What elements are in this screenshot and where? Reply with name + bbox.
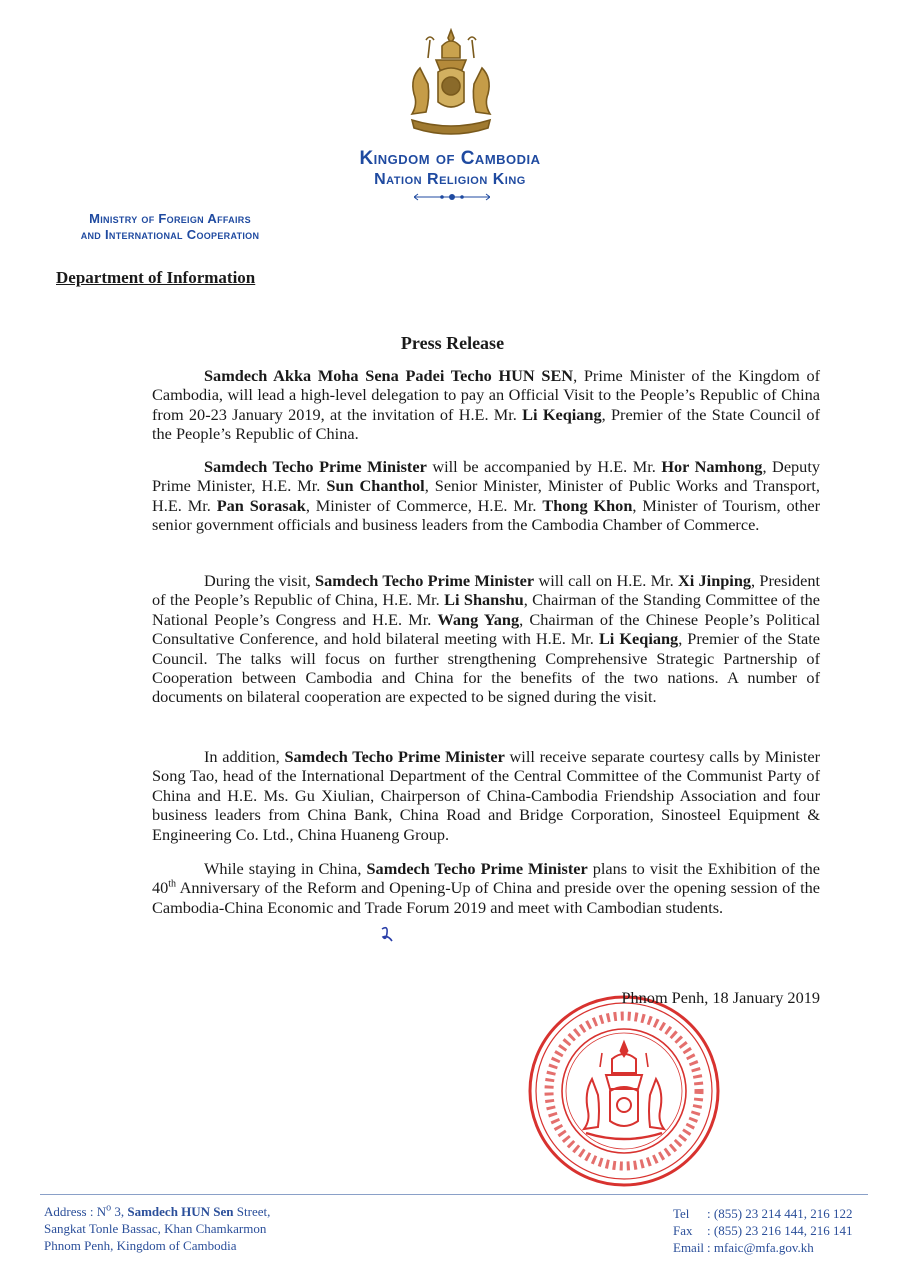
text: Anniversary of the Reform and Opening-Up of China and preside over the opening session of the Cambodia-China Economic and Trade Forum 2019 and meet with Cambodian students. — [152, 878, 820, 917]
tel-value: : (855) 23 214 441, 216 122 — [707, 1206, 853, 1221]
press-release-title: Press Release — [400, 333, 505, 353]
bold-name: Samdech Techo Prime Minister — [366, 859, 588, 878]
text: , Deputy Prime Minister, H.E. Mr. — [152, 457, 820, 496]
royal-coat-of-arms-icon — [392, 28, 510, 140]
text: plans to visit the Exhibition of the 40 — [152, 859, 821, 898]
superscript: th — [168, 878, 177, 890]
street-name: Samdech HUN Sen — [127, 1204, 234, 1219]
kingdom-motto: Nation Religion King — [374, 171, 526, 188]
text: While staying in China, — [204, 859, 367, 878]
paragraph-1 — [152, 366, 820, 444]
text: , Chairman of the Chinese People’s Political Consultative Conference, and hold bilateral meeting with H.E. Mr. — [152, 609, 821, 649]
superscript: o — [106, 1202, 112, 1214]
paragraph-3 — [152, 571, 820, 707]
tel-row — [673, 1205, 853, 1222]
ornament-divider-icon — [414, 192, 490, 202]
kingdom-title: Kingdom of Cambodia — [359, 148, 541, 169]
footer-address — [44, 1203, 270, 1254]
address-number: 3, — [111, 1204, 128, 1219]
fax-row — [673, 1222, 853, 1239]
text: , Chairman of the Standing Committee of the National People’s Congress and H.E. Mr. — [152, 590, 820, 629]
bold-name: Li Shanshu — [444, 590, 524, 610]
text: , President of the People’s Republic of China, H.E. Mr. — [152, 571, 820, 610]
text: During the visit, — [204, 571, 316, 590]
initial-mark-icon — [380, 925, 394, 943]
fax-value: : (855) 23 216 144, 216 141 — [707, 1223, 853, 1238]
bold-name: Xi Jinping — [677, 571, 752, 590]
fax-label: Fax — [673, 1223, 693, 1238]
bold-name: Li Keqiang — [522, 404, 602, 424]
address-line-3: Phnom Penh, Kingdom of Cambodia — [44, 1238, 237, 1253]
address-label: Address : N — [44, 1204, 107, 1219]
address-line-1 — [44, 1203, 270, 1220]
paragraph-4 — [152, 747, 820, 844]
text: will receive separate courtesy calls by Minister Song Tao, head of the International Department of the Central Committee of the Communist Party of China and H.E. Ms. Gu Xiulian, Chairperson of China-Cambodia Friendship Association and four business leaders from China Bank, China Road and Bridge Corporation, Sinosteel Equipment & Engineering Co. Ltd., China Huaneng Group. — [152, 747, 820, 844]
paragraph-5 — [152, 859, 820, 917]
text: will be accompanied by H.E. Mr. — [426, 457, 662, 476]
bold-name: Thong Khon — [542, 495, 633, 515]
address-suffix: Street, — [233, 1204, 271, 1219]
text: In addition, — [204, 747, 285, 766]
email-row — [673, 1239, 853, 1256]
text: , Minister of Tourism, other senior government officials and business leaders from the Cambodia Chamber of Commerce. — [152, 495, 820, 535]
bold-name: Wang Yang — [437, 609, 520, 629]
bold-name: Pan Sorasak — [216, 495, 306, 515]
bold-name: Hor Namhong — [661, 457, 763, 476]
text: will call on H.E. Mr. — [534, 571, 678, 590]
ministry-name-continued: and International Cooperation — [80, 227, 260, 242]
text: , Minister of Commerce, H.E. Mr. — [305, 495, 543, 515]
bold-name: Samdech Techo Prime Minister — [204, 457, 427, 476]
paragraph-2 — [152, 457, 820, 535]
text: , Prime Minister of the Kingdom of Cambodia, will lead a high-level delegation to pay an Official Visit to the People’s Republic of China from 20-23 January 2019, at the invitation of H.E. Mr. — [152, 366, 821, 424]
place-and-date: Phnom Penh, 18 January 2019 — [621, 988, 820, 1007]
official-ministry-seal-icon — [526, 993, 722, 1189]
address-line-2: Sangkat Tonle Bassac, Khan Chamkarmon — [44, 1221, 267, 1236]
footer-contacts — [673, 1205, 853, 1256]
email-label: Email — [673, 1240, 705, 1255]
footer-divider — [40, 1194, 868, 1195]
email-value: : mfaic@mfa.gov.kh — [707, 1240, 814, 1255]
bold-name: Sun Chanthol — [326, 476, 425, 496]
text: , Premier of the State Council. The talks will focus on further strengthening Comprehensive Strategic Partnership of Cooperation between Cambodia and China for the benefits of the two nations. A number of documents on bilateral cooperation are expected to be signed during the visit. — [152, 629, 820, 707]
ministry-name: Ministry of Foreign Affairs — [89, 211, 251, 226]
text: , Premier of the State Council of the People’s Republic of China. — [152, 404, 820, 444]
bold-name: Samdech Techo Prime Minister — [284, 747, 505, 766]
department-title: Department of Information — [56, 268, 256, 287]
text: , Senior Minister, Minister of Public Works and Transport, H.E. Mr. — [152, 476, 820, 515]
bold-name: Li Keqiang — [598, 629, 679, 649]
bold-name: Samdech Techo Prime Minister — [315, 571, 535, 590]
tel-label: Tel — [673, 1206, 690, 1221]
bold-name: Samdech Akka Moha Sena Padei Techo HUN SEN — [204, 366, 574, 385]
